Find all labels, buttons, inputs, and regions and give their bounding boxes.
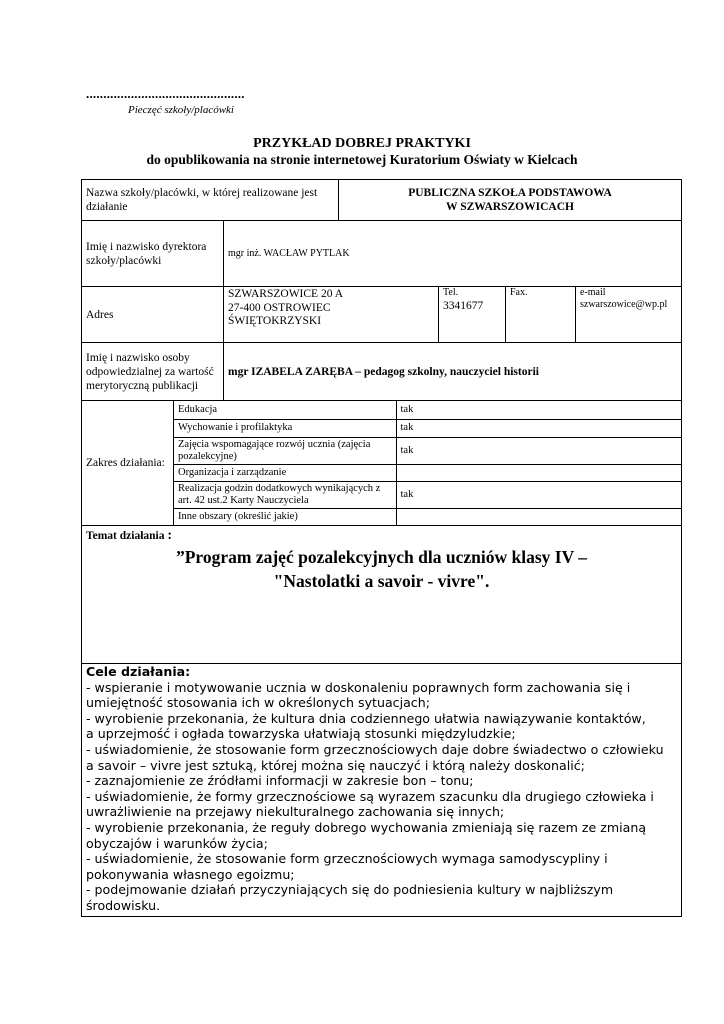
row-responsible xyxy=(82,343,682,401)
scope-row xyxy=(174,401,681,419)
email-value: szwarszowice@wp.pl xyxy=(580,299,668,310)
scope-table-cell xyxy=(174,401,682,526)
school-name xyxy=(339,180,682,221)
goals-cell xyxy=(82,664,682,917)
goal-line: środowisku. xyxy=(86,897,161,913)
school-name-line1: PUBLICZNA SZKOŁA PODSTAWOWA xyxy=(408,187,612,199)
fax-label: Fax. xyxy=(510,287,528,298)
phone-label: Tel. xyxy=(443,287,459,298)
scope-area: Realizacja godzin dodatkowych wynikających z art. 42 ust.2 Karty Nauczyciela xyxy=(174,481,396,508)
goal-line: a uprzejmość i ogłada towarzyska ułatwiają stosunki międzyludzkie; xyxy=(86,726,516,742)
stamp-label: Pieczęć szkoły/placówki xyxy=(128,104,234,116)
goal-line: - uświadomienie, że stosowanie form grzecznościowych wymaga samodyscypliny i xyxy=(86,851,608,867)
scope-area: Edukacja xyxy=(174,401,396,419)
practice-form xyxy=(81,179,682,917)
topic-label-line xyxy=(86,529,677,543)
scope-value: tak xyxy=(396,401,681,419)
stamp-dots: .............................................. xyxy=(86,86,245,101)
scope-row xyxy=(174,464,681,481)
director-value: mgr inż. WACŁAW PYTLAK xyxy=(224,221,682,287)
phone-value: 3341677 xyxy=(443,300,484,312)
topic-colon: : xyxy=(167,528,173,543)
document-subtitle: do opublikowania na stronie internetowej Kuratorium Oświaty w Kielcach xyxy=(146,152,578,167)
topic-title-line1: ”Program zajęć pozalekcyjnych dla uczniów klasy IV – xyxy=(175,547,588,567)
address-value xyxy=(224,287,439,343)
scope-value xyxy=(396,508,681,525)
scope-row xyxy=(174,437,681,464)
goal-line: uwrażliwienie na przejawy niekulturalnego zachowania się innych; xyxy=(86,804,505,820)
goal-line: - podejmowanie działań przyczyniających się do podniesienia kultury w najbliższym xyxy=(86,882,614,898)
scope-area: Organizacja i zarządzanie xyxy=(174,464,396,481)
row-director xyxy=(82,221,682,287)
scope-row xyxy=(174,481,681,508)
address-line2: 27-400 OSTROWIEC xyxy=(228,301,331,314)
director-label: Imię i nazwisko dyrektora szkoły/placówki xyxy=(82,221,224,287)
scope-value xyxy=(396,464,681,481)
scope-area: Zajęcia wspomagające rozwój ucznia (zajęcia pozalekcyjne) xyxy=(174,437,396,464)
scope-value: tak xyxy=(396,419,681,437)
scope-area: Wychowanie i profilaktyka xyxy=(174,419,396,437)
document-title: PRZYKŁAD DOBREJ PRAKTYKI xyxy=(253,136,471,151)
goals-list xyxy=(86,664,677,914)
topic-cell xyxy=(82,526,682,664)
phone-cell xyxy=(439,287,506,343)
school-name-line2: W SZWARSZOWICACH xyxy=(446,201,574,213)
address-label: Adres xyxy=(82,287,224,343)
goal-line: - uświadomienie, że formy grzecznościowe są wyrazem szacunku dla drugiego człowieka i xyxy=(86,788,654,804)
goal-line: a savoir – vivre jest sztuką, której można się nauczyć i którą należy doskonalić; xyxy=(86,757,585,773)
email-label: e-mail xyxy=(580,287,606,298)
scope-value: tak xyxy=(396,437,681,464)
row-scope xyxy=(82,401,682,526)
scope-value: tak xyxy=(396,481,681,508)
row-goals xyxy=(82,664,682,917)
scope-row xyxy=(174,419,681,437)
school-label: Nazwa szkoły/placówki, w której realizowane jest działanie xyxy=(82,180,339,221)
goal-line: - wyrobienie przekonania, że kultura dnia codziennego ułatwia nawiązywanie kontaktów, xyxy=(86,710,646,726)
responsible-value: mgr IZABELA ZARĘBA – pedagog szkolny, nauczyciel historii xyxy=(224,343,682,401)
goal-line: - uświadomienie, że stosowanie form grzecznościowych daje dobre świadectwo o człowieku xyxy=(86,741,664,757)
scope-table xyxy=(174,401,681,525)
goal-line: - zaznajomienie ze źródłami informacji w zakresie bon – tonu; xyxy=(86,773,474,789)
goal-line: - wspieranie i motywowanie ucznia w doskonaleniu poprawnych form zachowania się i xyxy=(86,679,631,695)
topic-label: Temat działania xyxy=(86,530,165,542)
goal-line: obyczajów i warunków życia; xyxy=(86,835,268,851)
email-cell xyxy=(576,287,682,343)
responsible-label: Imię i nazwisko osoby odpowiedzialnej za wartość merytoryczną publikacji xyxy=(82,343,224,401)
row-address xyxy=(82,287,682,343)
fax-cell xyxy=(506,287,576,343)
goal-line: - wyrobienie przekonania, że reguły dobrego wychowania zmieniają się razem ze zmianą xyxy=(86,819,647,835)
topic-title-line2: "Nastolatki a savoir - vivre". xyxy=(273,571,490,591)
row-topic xyxy=(82,526,682,664)
goal-line: pokonywania własnego egoizmu; xyxy=(86,866,295,882)
row-school xyxy=(82,180,682,221)
scope-row xyxy=(174,508,681,525)
scope-area: Inne obszary (określić jakie) xyxy=(174,508,396,525)
goals-label: Cele działania: xyxy=(86,664,191,679)
goal-line: umiejętność stosowania ich w określonych sytuacjach; xyxy=(86,695,430,711)
address-line1: SZWARSZOWICE 20 A xyxy=(228,288,343,300)
address-line3: ŚWIĘTOKRZYSKI xyxy=(228,315,322,327)
scope-label: Zakres działania: xyxy=(82,401,174,526)
